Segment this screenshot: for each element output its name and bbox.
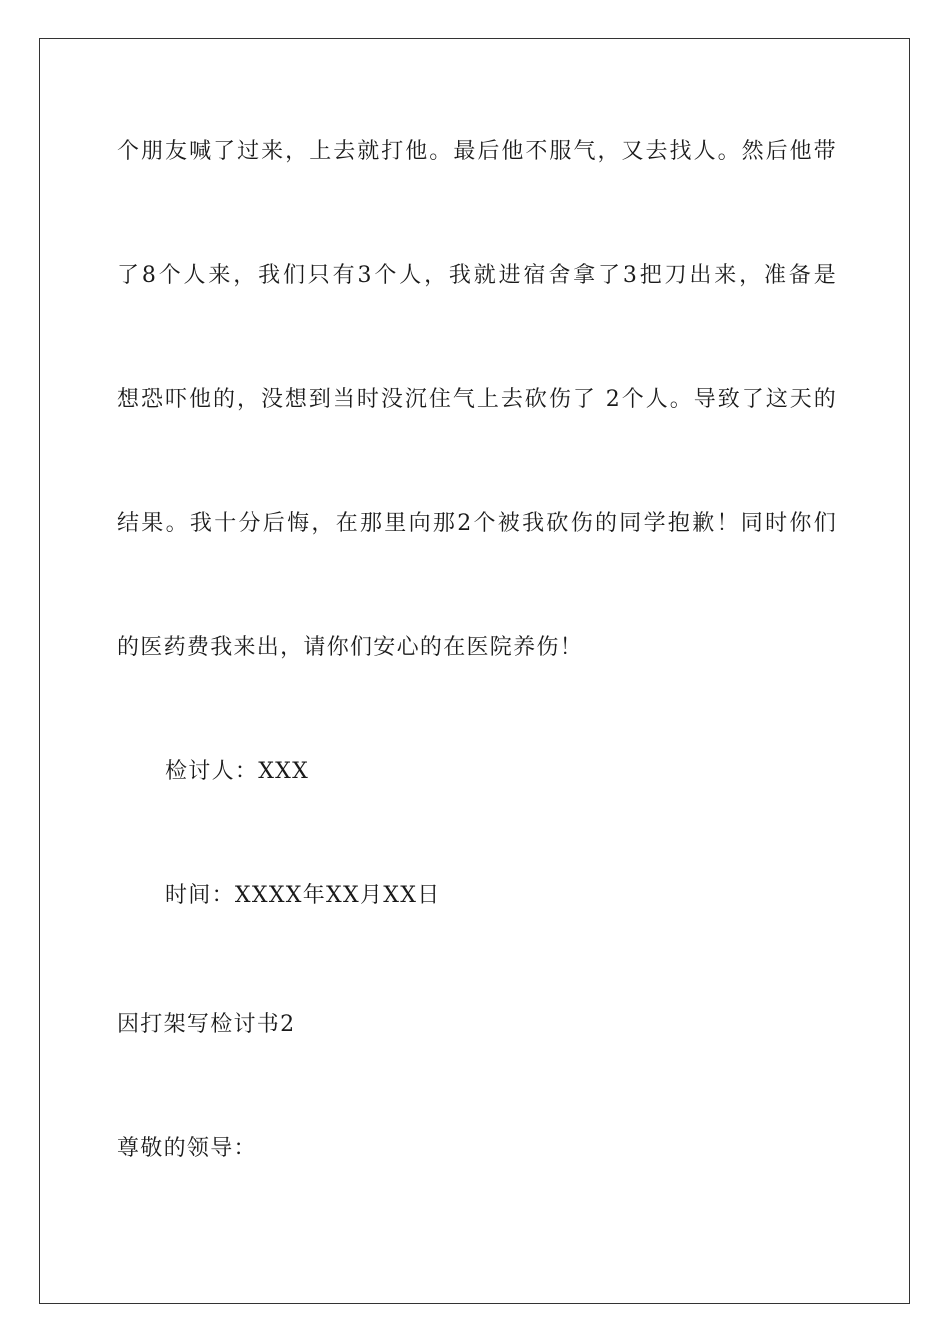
paragraph-line-3: 想恐吓他的，没想到当时没沉住气上去砍伤了 2个人。导致了这天的 xyxy=(117,387,837,412)
date-line: 时间：XXXX年XX月XX日 xyxy=(165,883,441,908)
paragraph-line-1: 个朋友喊了过来，上去就打他。最后他不服气，又去找人。然后他带 xyxy=(117,139,837,164)
paragraph-line-5: 的医药费我来出，请你们安心的在医院养伤！ xyxy=(117,635,584,660)
paragraph-line-2: 了8个人来，我们只有3个人，我就进宿舍拿了3把刀出来，准备是 xyxy=(117,263,837,288)
section-title: 因打架写检讨书2 xyxy=(117,1012,296,1037)
paragraph-line-4: 结果。我十分后悔，在那里向那2个被我砍伤的同学抱歉！同时你们 xyxy=(117,511,837,536)
signature-line: 检讨人：XXX xyxy=(165,759,310,784)
page-border xyxy=(39,38,910,1304)
salutation: 尊敬的领导： xyxy=(117,1136,257,1161)
